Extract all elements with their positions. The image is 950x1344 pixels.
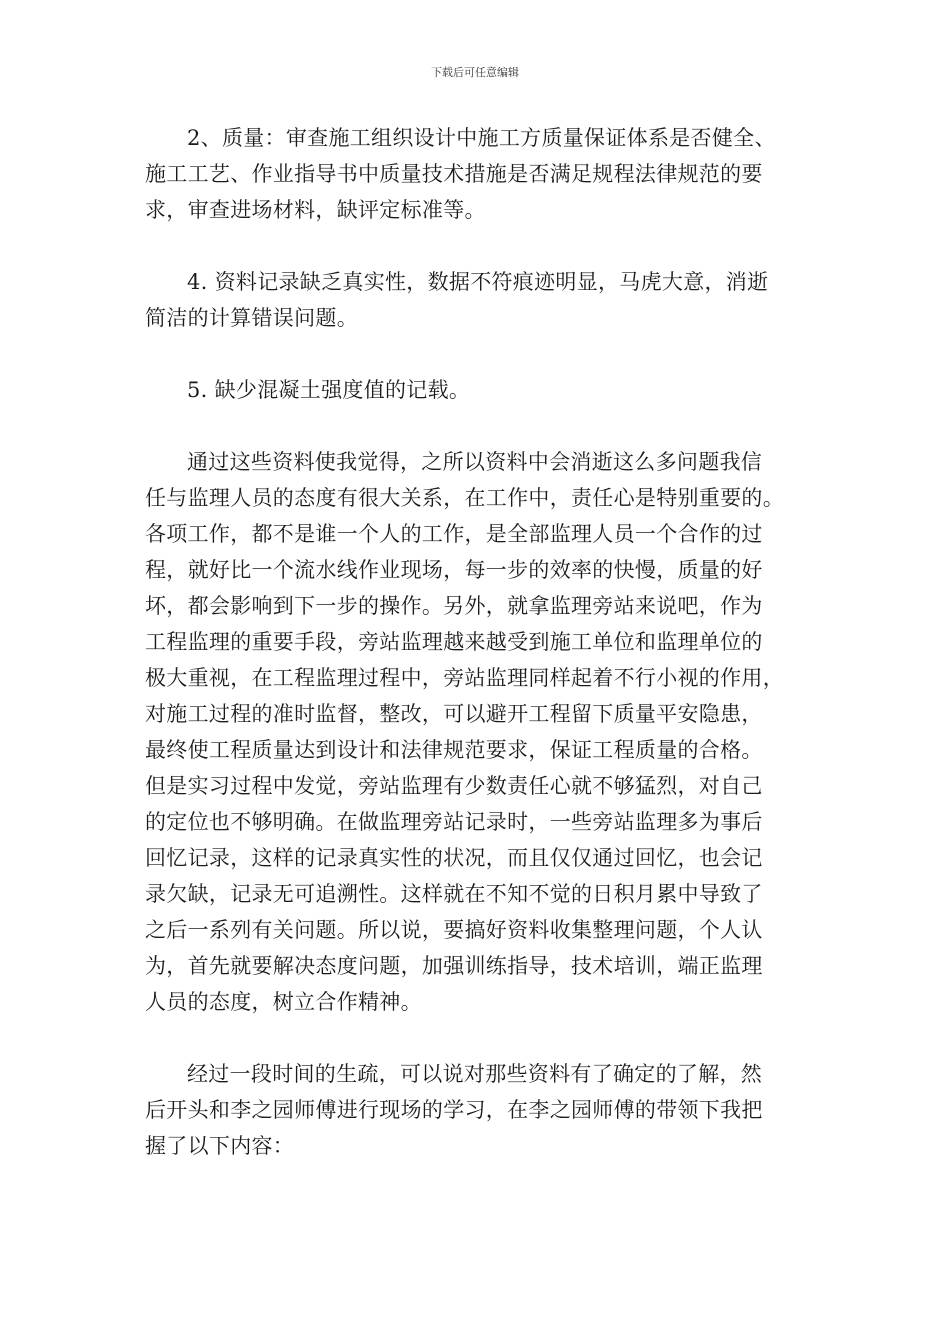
- text-line: 人员的态度，树立合作精神。: [145, 990, 422, 1014]
- text-line: 经过一段时间的生疏，可以说对那些资料有了确定的了解，然: [187, 1062, 763, 1086]
- text-line: 简洁的计算错误问题。: [145, 306, 358, 330]
- text-line: 2、质量：审查施工组织设计中施工方质量保证体系是否健全、: [187, 126, 776, 150]
- text-line: 的定位也不够明确。在做监理旁站记录时，一些旁站监理多为事后: [145, 810, 763, 834]
- text-line: 施工工艺、作业指导书中质量技术措施是否满足规程法律规范的要: [145, 162, 763, 186]
- text-line: 4. 资料记录缺乏真实性，数据不符痕迹明显，马虎大意，消逝: [187, 270, 769, 294]
- text-line: 求，审查进场材料，缺评定标准等。: [145, 198, 486, 222]
- text-line: 工程监理的重要手段，旁站监理越来越受到施工单位和监理单位的: [145, 630, 763, 654]
- text-line: 通过这些资料使我觉得，之所以资料中会消逝这么多问题我信: [187, 450, 763, 474]
- document-body: [145, 120, 805, 1200]
- text-line: 5. 缺少混凝土强度值的记载。: [187, 378, 471, 402]
- paragraph-learning: [145, 1056, 805, 1164]
- text-line: 但是实习过程中发觉，旁站监理有少数责任心就不够猛烈，对自己: [145, 774, 763, 798]
- text-line: 对施工过程的准时监督，整改，可以避开工程留下质量平安隐患，: [145, 702, 763, 726]
- text-line: 握了以下内容：: [145, 1134, 295, 1158]
- text-line: 最终使工程质量达到设计和法律规范要求，保证工程质量的合格。: [145, 738, 763, 762]
- text-line: 回忆记录，这样的记录真实性的状况，而且仅仅通过回忆，也会记: [145, 846, 763, 870]
- text-line: 后开头和李之园师傅进行现场的学习，在李之园师傅的带领下我把: [145, 1098, 763, 1122]
- paragraph-item-5: [145, 372, 805, 408]
- text-line: 各项工作，都不是谁一个人的工作，是全部监理人员一个合作的过: [145, 522, 763, 546]
- text-line: 程，就好比一个流水线作业现场，每一步的效率的快慢，质量的好: [145, 558, 763, 582]
- text-line: 极大重视，在工程监理过程中，旁站监理同样起着不行小视的作用，: [145, 666, 784, 690]
- page-header: 下载后可任意编辑: [431, 66, 519, 79]
- paragraph-quality: [145, 120, 805, 228]
- text-line: 录欠缺，记录无可追溯性。这样就在不知不觉的日积月累中导致了: [145, 882, 763, 906]
- paragraph-item-4: [145, 264, 805, 336]
- text-line: 任与监理人员的态度有很大关系，在工作中，责任心是特别重要的。: [145, 486, 784, 510]
- text-line: 为，首先就要解决态度问题，加强训练指导，技术培训，端正监理: [145, 954, 763, 978]
- text-line: 之后一系列有关问题。所以说，要搞好资料收集整理问题，个人认: [145, 918, 763, 942]
- text-line: 坏，都会影响到下一步的操作。另外，就拿监理旁站来说吧，作为: [145, 594, 763, 618]
- paragraph-attitude: [145, 444, 805, 1020]
